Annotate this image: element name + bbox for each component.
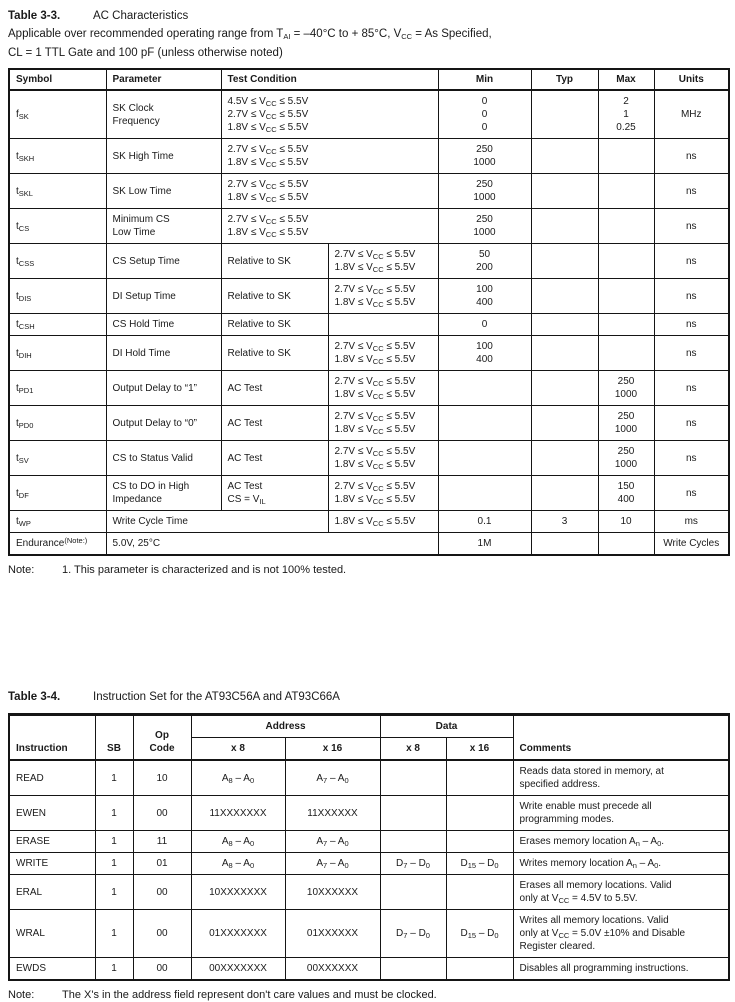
table-row [9, 90, 729, 139]
table-cell: $2.7V \le V_{CC} \le 5.5V$ $1.8V \le V_{CC} \le 5.5V$ [328, 279, 438, 314]
table-cell: 1 [95, 853, 133, 875]
table-cell: ns [654, 244, 729, 279]
note-text: 1. This parameter is characterized and is not 100% tested. [62, 564, 347, 576]
table-cell [446, 760, 513, 796]
note-label: Note: [8, 564, 35, 576]
table-cell: ns [654, 406, 729, 441]
table-cell: 5.0V, 25°C [106, 533, 438, 556]
table-cell [531, 209, 598, 244]
table-row [9, 910, 729, 958]
table-cell: Write enable must precede all programming modes. [513, 796, 729, 831]
table-cell: AC Test [221, 406, 328, 441]
table-cell: $A_8 - A_0$ [191, 853, 285, 875]
column-header-units: Units [654, 69, 729, 90]
table-cell: $t_{PD1}$ [9, 371, 106, 406]
table-row [9, 760, 729, 796]
column-header-max: Max [598, 69, 654, 90]
table-cell [531, 314, 598, 336]
table-cell: $A_8 - A_0$ [191, 760, 285, 796]
table-cell: 00XXXXXXX [191, 958, 285, 981]
table-cell [531, 279, 598, 314]
table-cell [598, 209, 654, 244]
table-cell [380, 958, 446, 981]
table-cell: 100 400 [438, 336, 531, 371]
table-cell: 1 [95, 910, 133, 958]
table-cell: 11XXXXXXX [191, 796, 285, 831]
table-cell: 00XXXXXX [285, 958, 380, 981]
table-cell: ms [654, 511, 729, 533]
table-row [9, 406, 729, 441]
column-header-instruction: Instruction [9, 715, 95, 761]
table-cell [531, 441, 598, 476]
table-cell: DI Hold Time [106, 336, 221, 371]
table-cell: $4.5V \le V_{CC} \le 5.5V$ $2.7V \le V_{CC} \le 5.5V$ $1.8V \le V_{CC} \le 5.5V$ [221, 90, 438, 139]
table-cell: Writes all memory locations. Valid only at $V_{CC} = 5.0V \pm 10\%$ and Disable Register cleared. [513, 910, 729, 958]
table-row [9, 371, 729, 406]
table-cell: AC Test [221, 441, 328, 476]
table-cell: 50 200 [438, 244, 531, 279]
table-cell: $2.7V \le V_{CC} \le 5.5V$ $1.8V \le V_{CC} \le 5.5V$ [328, 476, 438, 511]
table-cell [446, 875, 513, 910]
table-row [9, 244, 729, 279]
table34-caption [8, 689, 728, 705]
table-cell: 01 [133, 853, 191, 875]
table-cell: $2.7V \le V_{CC} \le 5.5V$ $1.8V \le V_{CC} \le 5.5V$ [328, 406, 438, 441]
table-row [9, 441, 729, 476]
table-row [9, 831, 729, 853]
table-cell: $A_8 - A_0$ [191, 831, 285, 853]
table-cell: 150 400 [598, 476, 654, 511]
table-cell: 0 0 0 [438, 90, 531, 139]
table-cell: 00 [133, 875, 191, 910]
table-row [9, 174, 729, 209]
table-cell: 01XXXXXXX [191, 910, 285, 958]
table-cell: $2.7V \le V_{CC} \le 5.5V$ $1.8V \le V_{CC} \le 5.5V$ [328, 336, 438, 371]
table-cell: 250 1000 [438, 174, 531, 209]
table-cell: 10 [598, 511, 654, 533]
table34-label: Table 3-4. [8, 691, 61, 703]
column-header-min: Min [438, 69, 531, 90]
table-cell: AC Test CS = $V_{IL}$ [221, 476, 328, 511]
table-cell [380, 831, 446, 853]
table-cell: 250 1000 [598, 371, 654, 406]
table-cell: $t_{SKH}$ [9, 139, 106, 174]
table-cell: CS to DO in High Impedance [106, 476, 221, 511]
table-cell [598, 533, 654, 556]
table-cell: 11 [133, 831, 191, 853]
note-label: Note: [8, 989, 35, 1001]
column-header-test-condition: Test Condition [221, 69, 438, 90]
table-cell: $A_7 - A_0$ [285, 831, 380, 853]
table-cell: $t_{PD0}$ [9, 406, 106, 441]
table-cell: Relative to SK [221, 336, 328, 371]
table-cell: 00 [133, 958, 191, 981]
table-row [9, 476, 729, 511]
table-cell: $D_{15} - D_0$ [446, 910, 513, 958]
table-cell: ns [654, 279, 729, 314]
table-cell: DI Setup Time [106, 279, 221, 314]
table-cell: $A_7 - A_0$ [285, 853, 380, 875]
table-cell: Minimum CS Low Time [106, 209, 221, 244]
table33-subtitle-line1: Applicable over recommended operating range from $T_{AI} = -40^\circ C$ to + 85°C, $V_{CC} = As$ Specified, [8, 28, 492, 41]
table-cell: 1 [95, 875, 133, 910]
table-cell [531, 336, 598, 371]
table-cell: Relative to SK [221, 314, 328, 336]
table-cell [380, 875, 446, 910]
table-cell [531, 406, 598, 441]
table-cell: 250 1000 [438, 139, 531, 174]
table-cell [598, 279, 654, 314]
table-cell: MHz [654, 90, 729, 139]
table-cell: Disables all programming instructions. [513, 958, 729, 981]
table-row [9, 336, 729, 371]
table-cell: 250 1000 [598, 441, 654, 476]
table-row [9, 314, 729, 336]
table33-body [9, 90, 729, 555]
table-cell: AC Test [221, 371, 328, 406]
table-cell: $t_{CSH}$ [9, 314, 106, 336]
table-cell [380, 796, 446, 831]
table-row [9, 139, 729, 174]
table-cell: Erases memory location $A_n - A_0$. [513, 831, 729, 853]
table-cell: $2.7V \le V_{CC} \le 5.5V$ $1.8V \le V_{CC} \le 5.5V$ [221, 209, 438, 244]
table-cell: $t_{DF}$ [9, 476, 106, 511]
table-row [9, 209, 729, 244]
table-cell [598, 139, 654, 174]
table-cell [438, 476, 531, 511]
table-cell [531, 139, 598, 174]
table-cell: 1 [95, 760, 133, 796]
table-cell: READ [9, 760, 95, 796]
table-cell: $f_{SK}$ [9, 90, 106, 139]
table-cell: CS Setup Time [106, 244, 221, 279]
table-cell [531, 533, 598, 556]
table-cell: $t_{WP}$ [9, 511, 106, 533]
column-header-opcode: Op Code [133, 715, 191, 761]
table-cell: 3 [531, 511, 598, 533]
ac-characteristics-table [8, 68, 730, 556]
table-cell: Relative to SK [221, 244, 328, 279]
table-cell [438, 441, 531, 476]
table-cell [328, 314, 438, 336]
table-cell: 01XXXXXX [285, 910, 380, 958]
table-cell: Write Cycle Time [106, 511, 328, 533]
table-cell: $t_{CSS}$ [9, 244, 106, 279]
table-cell: 0 [438, 314, 531, 336]
column-header-address: Address [191, 715, 380, 738]
table-cell: ns [654, 174, 729, 209]
column-header-data: Data [380, 715, 513, 738]
table-cell [598, 244, 654, 279]
table-cell [531, 476, 598, 511]
table-cell: 250 1000 [598, 406, 654, 441]
table-cell [446, 958, 513, 981]
column-header-sb: SB [95, 715, 133, 761]
table-cell: Writes memory location $A_n - A_0$. [513, 853, 729, 875]
table-cell: $2.7V \le V_{CC} \le 5.5V$ $1.8V \le V_{CC} \le 5.5V$ [328, 441, 438, 476]
note-text: The X's in the address field represent don't care values and must be clocked. [62, 989, 437, 1001]
table-cell: SK Clock Frequency [106, 90, 221, 139]
table-cell [446, 831, 513, 853]
table-cell: SK High Time [106, 139, 221, 174]
table-cell: Write Cycles [654, 533, 729, 556]
table-cell [531, 244, 598, 279]
table-cell: CS Hold Time [106, 314, 221, 336]
table-cell: ns [654, 314, 729, 336]
table-cell: 1M [438, 533, 531, 556]
table-row [9, 958, 729, 981]
table-cell: 100 400 [438, 279, 531, 314]
table-cell: 0.1 [438, 511, 531, 533]
table-cell: ns [654, 139, 729, 174]
table-cell: 11XXXXXX [285, 796, 380, 831]
table-cell: $D_7 - D_0$ [380, 910, 446, 958]
table-cell [598, 336, 654, 371]
table-cell: $t_{CS}$ [9, 209, 106, 244]
table33-label: Table 3-3. [8, 10, 61, 22]
table-cell: ns [654, 336, 729, 371]
table-cell: $D_{15} - D_0$ [446, 853, 513, 875]
table-cell: 10XXXXXXX [191, 875, 285, 910]
table-cell: $1.8V \le V_{CC} \le 5.5V$ [328, 511, 438, 533]
table-cell: $2.7V \le V_{CC} \le 5.5V$ $1.8V \le V_{CC} \le 5.5V$ [221, 174, 438, 209]
table-cell: 1 [95, 796, 133, 831]
table-cell: Output Delay to “0” [106, 406, 221, 441]
table-cell: ns [654, 476, 729, 511]
table-cell: 1 [95, 831, 133, 853]
table-cell: WRAL [9, 910, 95, 958]
table-cell: 250 1000 [438, 209, 531, 244]
table-cell: 00 [133, 796, 191, 831]
table-cell [438, 371, 531, 406]
table-cell [380, 760, 446, 796]
column-header-address-x8: x 8 [191, 738, 285, 761]
table-cell: Endurance$^{(Note:)}$ [9, 533, 106, 556]
table-cell: EWEN [9, 796, 95, 831]
table-cell: $D_7 - D_0$ [380, 853, 446, 875]
table-cell: $A_7 - A_0$ [285, 760, 380, 796]
table-cell [446, 796, 513, 831]
table-cell: $t_{DIS}$ [9, 279, 106, 314]
table-cell: Reads data stored in memory, at specified address. [513, 760, 729, 796]
table-cell: EWDS [9, 958, 95, 981]
table-cell: 10 [133, 760, 191, 796]
table-row [9, 279, 729, 314]
table-row [9, 875, 729, 910]
table-cell [438, 406, 531, 441]
table34-body [9, 760, 729, 980]
table-row [9, 796, 729, 831]
table-cell: 00 [133, 910, 191, 958]
table-row [9, 715, 729, 738]
table33-subtitle-line2: CL = 1 TTL Gate and 100 pF (unless otherwise noted) [8, 47, 283, 59]
table-row [9, 533, 729, 556]
table-cell: 2 1 0.25 [598, 90, 654, 139]
table-cell: $2.7V \le V_{CC} \le 5.5V$ $1.8V \le V_{CC} \le 5.5V$ [328, 371, 438, 406]
table-row [9, 69, 729, 90]
table33-title: AC Characteristics [93, 10, 189, 22]
column-header-typ: Typ [531, 69, 598, 90]
table-row [9, 853, 729, 875]
table34-title: Instruction Set for the AT93C56A and AT93C66A [93, 691, 340, 703]
column-header-address-x16: x 16 [285, 738, 380, 761]
table-cell: ns [654, 371, 729, 406]
table33-caption [8, 8, 728, 24]
table-cell [598, 174, 654, 209]
table-cell [531, 371, 598, 406]
table-cell: 1 [95, 958, 133, 981]
table-cell: SK Low Time [106, 174, 221, 209]
column-header-data-x16: x 16 [446, 738, 513, 761]
table-cell: Relative to SK [221, 279, 328, 314]
table-cell: WRITE [9, 853, 95, 875]
table33-header [9, 69, 729, 90]
table-cell: CS to Status Valid [106, 441, 221, 476]
table-cell [531, 90, 598, 139]
table-cell: $2.7V \le V_{CC} \le 5.5V$ $1.8V \le V_{CC} \le 5.5V$ [221, 139, 438, 174]
table-row [9, 511, 729, 533]
table-cell: $t_{SV}$ [9, 441, 106, 476]
column-header-parameter: Parameter [106, 69, 221, 90]
table34-header [9, 715, 729, 761]
instruction-set-table [8, 713, 730, 981]
table-cell: ERAL [9, 875, 95, 910]
column-header-comments: Comments [513, 715, 729, 761]
table-cell: $2.7V \le V_{CC} \le 5.5V$ $1.8V \le V_{CC} \le 5.5V$ [328, 244, 438, 279]
table-cell: ns [654, 441, 729, 476]
column-header-data-x8: x 8 [380, 738, 446, 761]
table-cell: Output Delay to “1” [106, 371, 221, 406]
table-cell: $t_{SKL}$ [9, 174, 106, 209]
table-cell: ns [654, 209, 729, 244]
table-cell: Erases all memory locations. Valid only at $V_{CC} = 4.5V$ to 5.5V. [513, 875, 729, 910]
table33-note [8, 563, 728, 577]
table-cell: 10XXXXXX [285, 875, 380, 910]
table-cell [598, 314, 654, 336]
column-header-symbol: Symbol [9, 69, 106, 90]
table-cell: ERASE [9, 831, 95, 853]
table-cell: $t_{DIH}$ [9, 336, 106, 371]
table-cell [531, 174, 598, 209]
